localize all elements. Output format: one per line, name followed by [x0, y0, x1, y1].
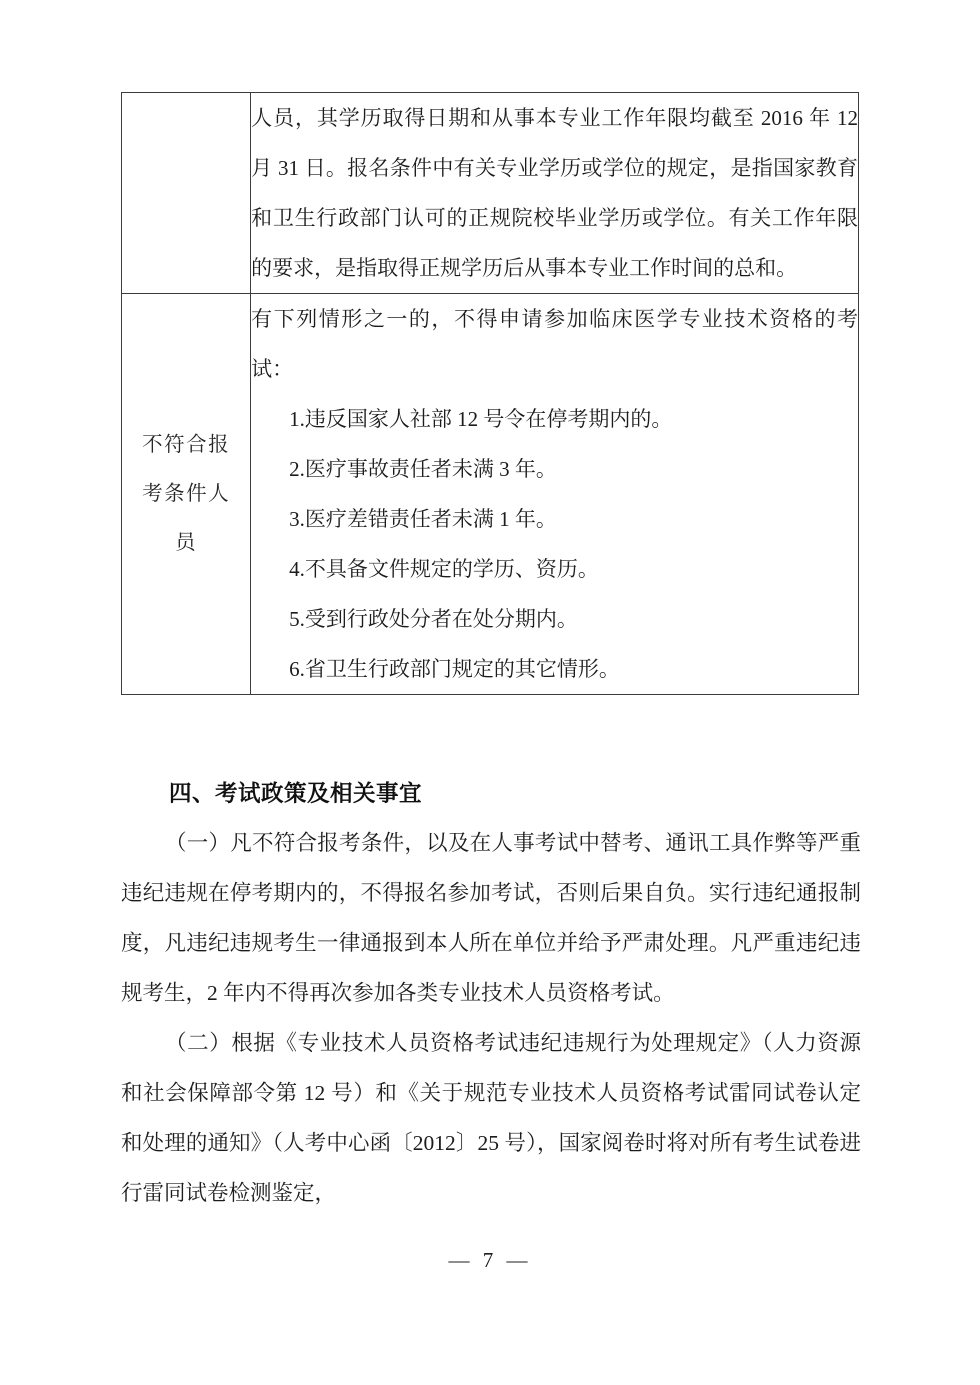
label-line: 不符合报: [142, 433, 231, 456]
table-row-label-ineligible: [122, 294, 251, 695]
paragraph-policy-one: （一）凡不符合报考条件，以及在人事考试中替考、通讯工具作弊等严重违纪违规在停考期内的，不得报名参加考试，否则后果自负。实行违纪通报制度，凡违纪违规考生一律通报到本人所在单位并给予严肃处理。凡严重违纪违规考生，2 年内不得再次参加各类专业技术人员资格考试。: [121, 831, 861, 1005]
table-row-body-ineligible: [251, 294, 859, 695]
list-item: 3.医疗差错责任者未满 1 年。: [289, 507, 557, 531]
table-row-body-continued: [251, 93, 859, 294]
eligibility-requirements-table: [121, 92, 859, 695]
label-line: 考条件人: [142, 482, 231, 505]
paragraph-policy-two: （二）根据《专业技术人员资格考试违纪违规行为处理规定》（人力资源和社会保障部令第 12 号）和《关于规范专业技术人员资格考试雷同试卷认定和处理的通知》（人考中心函〔2012〕25 号），国家阅卷时将对所有考生试卷进行雷同试卷检测鉴定，: [121, 1031, 861, 1205]
ineligible-conditions-list: [251, 394, 858, 694]
page-number-footer: — 7 —: [448, 1248, 532, 1272]
list-item: 2.医疗事故责任者未满 3 年。: [289, 457, 557, 481]
list-item: 5.受到行政处分者在处分期内。: [289, 607, 578, 631]
list-item: 4.不具备文件规定的学历、资历。: [289, 557, 599, 581]
list-item: 6.省卫生行政部门规定的其它情形。: [289, 657, 620, 681]
paragraph-eligibility-continued: 人员，其学历取得日期和从事本专业工作年限均截至 2016 年 12 月 31 日。报名条件中有关专业学历或学位的规定，是指国家教育和卫生行政部门认可的正规院校毕业学历或学位。有关工作年限的要求，是指取得正规学历后从事本专业工作时间的总和。: [251, 106, 858, 280]
table-row: [122, 93, 859, 294]
label-line: 员: [175, 531, 198, 554]
section-heading-exam-policy: 四、考试政策及相关事宜: [169, 781, 423, 806]
paragraph-ineligible-intro: 有下列情形之一的，不得申请参加临床医学专业技术资格的考试：: [251, 307, 858, 381]
table-row-label-continued: [122, 93, 251, 294]
table-row: [122, 294, 859, 695]
list-item: 1.违反国家人社部 12 号令在停考期内的。: [289, 407, 673, 431]
document-body: [121, 770, 861, 1218]
